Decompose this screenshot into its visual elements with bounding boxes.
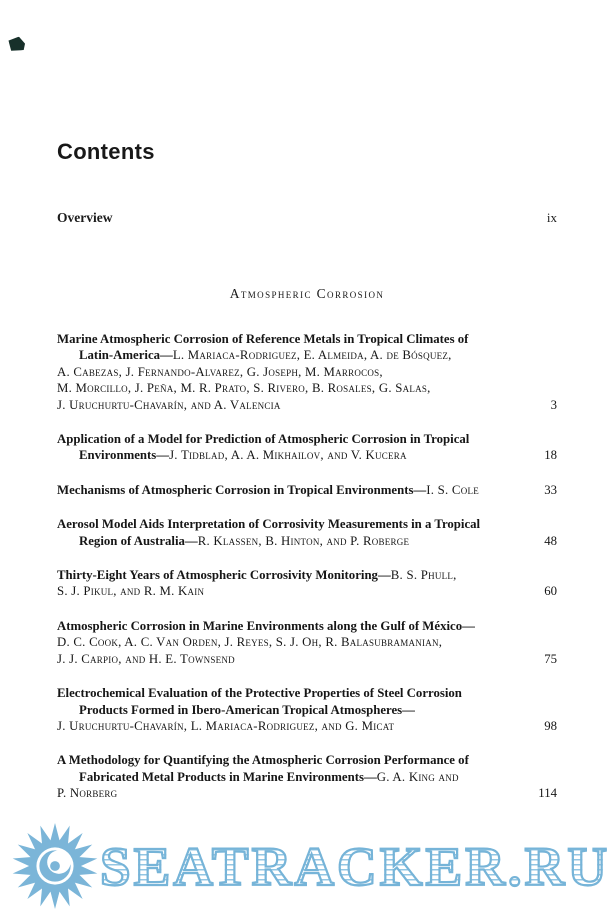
- entry-title-segment: Latin-America—: [79, 348, 173, 363]
- toc-entry-line: [57, 752, 557, 768]
- toc-entry: [57, 685, 557, 734]
- entry-authors-segment: J. Tidblad, A. A. Mikhailov, and V. Kucera: [169, 448, 407, 463]
- toc-entry-line: [57, 651, 557, 667]
- entry-authors-segment: M. Morcillo, J. Peña, M. R. Prato, S. Rivero, B. Rosales, G. Salas,: [57, 381, 431, 396]
- entry-page-number: 3: [550, 397, 557, 412]
- entry-page-number: 98: [544, 718, 557, 733]
- toc-entry-text: [57, 618, 475, 634]
- toc-entry-line: [57, 785, 557, 801]
- entry-page-number: 60: [544, 584, 557, 599]
- entry-title-segment: Aerosol Model Aids Interpretation of Corrosivity Measurements in a Tropical: [57, 517, 481, 532]
- entry-title-segment: Region of Australia—: [79, 533, 198, 548]
- toc-entry-line: [57, 482, 557, 498]
- toc-entry-text: [57, 785, 117, 801]
- entry-title-segment: Marine Atmospheric Corrosion of Reference Metals in Tropical Climates of: [57, 332, 469, 346]
- toc-entry: [57, 482, 557, 498]
- toc-entry-text: [57, 583, 204, 599]
- toc-entry-text: [57, 718, 394, 734]
- toc-entry-line: [57, 516, 557, 532]
- entry-page-number: 48: [544, 533, 557, 548]
- toc-entry-line: [57, 347, 557, 363]
- entry-title-segment: Products Formed in Ibero-American Tropical Atmospheres—: [79, 702, 415, 717]
- entry-authors-segment: G. A. King and: [376, 769, 459, 784]
- toc-entry-text: [57, 331, 468, 347]
- toc-entry-text: [57, 752, 469, 768]
- toc-entry-line: [57, 364, 557, 380]
- toc-entry-line: [57, 397, 557, 413]
- entry-page-number: 18: [544, 448, 557, 463]
- toc-entry-line: [57, 431, 557, 447]
- toc-entry-text: [57, 482, 479, 498]
- toc-entry-line: [57, 447, 557, 463]
- toc-entry-text: [57, 685, 462, 701]
- toc-entry-line: [57, 702, 557, 718]
- toc-entry-line: [57, 718, 557, 734]
- toc-entry: [57, 752, 557, 801]
- toc-entry-line: [57, 618, 557, 634]
- toc-entry-text: [57, 651, 235, 667]
- entry-authors-segment: J. J. Carpio, and H. E. Townsend: [57, 651, 235, 666]
- entry-title-segment: Environments—: [79, 448, 170, 463]
- toc-entry: [57, 431, 557, 464]
- entry-title-segment: Mechanisms of Atmospheric Corrosion in Tropical Environments—: [57, 482, 427, 497]
- toc-entry-text: [57, 364, 383, 380]
- toc-entry-text: [57, 380, 431, 396]
- overview-label: Overview: [57, 210, 113, 225]
- toc-entry-text: [79, 447, 407, 463]
- section-heading: Atmospheric Corrosion: [229, 286, 385, 301]
- toc-entry-line: [57, 685, 557, 701]
- toc-entry: [57, 567, 557, 600]
- entry-authors-segment: B. S. Phull,: [390, 568, 457, 583]
- page-title: Contents: [57, 139, 155, 164]
- entry-title-segment: Electrochemical Evaluation of the Protective Properties of Steel Corrosion: [57, 686, 462, 701]
- toc-entry: [57, 331, 557, 413]
- toc-entry-text: [57, 431, 469, 447]
- sun-icon: [12, 823, 98, 909]
- page-content: [57, 0, 557, 820]
- entry-authors-segment: D. C. Cook, A. C. Van Orden, J. Reyes, S. J. Oh, R. Balasubramanian,: [57, 635, 443, 650]
- entry-authors-segment: L. Mariaca-Rodriguez, E. Almeida, A. de Bósquez,: [172, 348, 452, 363]
- entry-title-segment: A Methodology for Quantifying the Atmospheric Corrosion Performance of: [57, 753, 469, 768]
- entry-title-segment: Thirty-Eight Years of Atmospheric Corrosivity Monitoring—: [57, 568, 391, 583]
- entry-authors-segment: P. Norberg: [57, 786, 118, 801]
- toc-entry-line: [57, 634, 557, 650]
- toc-entry-line: [57, 533, 557, 549]
- toc-entry-text: [79, 347, 452, 363]
- toc-entry-text: [57, 567, 457, 583]
- entry-title-segment: Fabricated Metal Products in Marine Environments—: [79, 769, 377, 784]
- entry-title-segment: Atmospheric Corrosion in Marine Environments along the Gulf of México—: [57, 618, 475, 633]
- entry-authors-segment: S. J. Pikul, and R. M. Kain: [57, 584, 205, 599]
- toc-entry-line: [57, 331, 557, 347]
- toc-entry-line: [57, 567, 557, 583]
- toc-entry: [57, 516, 557, 549]
- toc-entry-text: [79, 702, 415, 718]
- entry-authors-segment: J. Uruchurtu-Chavarín, L. Mariaca-Rodriguez, and G. Micat: [57, 718, 395, 733]
- toc-entry-text: [79, 769, 459, 785]
- watermark: [12, 820, 615, 909]
- entry-authors-segment: I. S. Cole: [426, 482, 479, 497]
- scan-artifact-mark: [8, 36, 26, 52]
- toc-entry: [57, 618, 557, 667]
- entry-authors-segment: J. Uruchurtu-Chavarín, and A. Valencia: [57, 397, 281, 412]
- entry-authors-segment: A. Cabezas, J. Fernando-Alvarez, G. Joseph, M. Marrocos,: [57, 364, 383, 379]
- toc-entry-text: [57, 516, 480, 532]
- entry-title-segment: Application of a Model for Prediction of Atmospheric Corrosion in Tropical: [57, 432, 470, 447]
- entry-page-number: 75: [544, 651, 557, 666]
- toc-entry-line: [57, 769, 557, 785]
- entry-page-number: 114: [538, 786, 557, 801]
- toc-entry-line: [57, 380, 557, 396]
- entry-page-number: 33: [544, 482, 557, 497]
- toc-entry-text: [57, 397, 281, 413]
- toc-entries: [57, 331, 557, 802]
- entry-authors-segment: R. Klassen, B. Hinton, and P. Roberge: [197, 533, 410, 548]
- overview-page-number: ix: [546, 210, 557, 225]
- toc-entry-line: [57, 583, 557, 599]
- front-matter-row: [57, 210, 557, 226]
- toc-entry-text: [79, 533, 409, 549]
- watermark-text: SEATRACKER.RU: [100, 835, 611, 897]
- toc-entry-text: [57, 634, 442, 650]
